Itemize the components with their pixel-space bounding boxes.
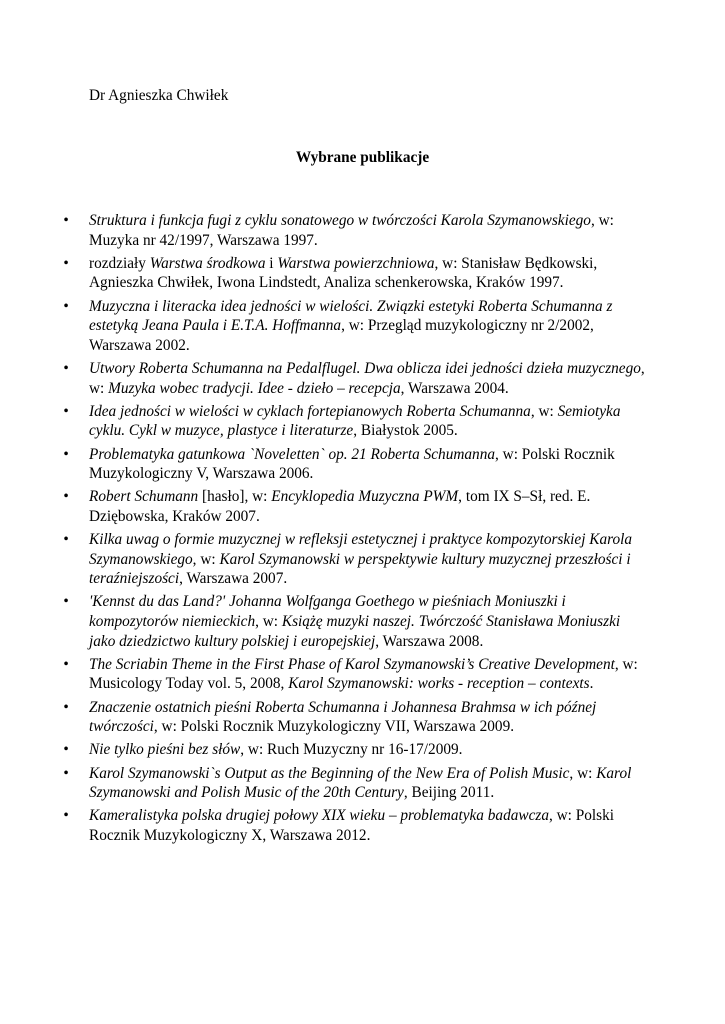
- publication-detail-text: , w: Muzyka nr 42/1997, Warszawa 1997.: [89, 212, 614, 249]
- publication-title-text: Semiotyka cyklu. Cykl w muzyce, plastyce i literaturze: [89, 402, 621, 440]
- list-item: [63, 445, 649, 484]
- bullet-icon: •: [63, 402, 69, 420]
- bullet-icon: •: [63, 593, 69, 611]
- publication-title-text: Warstwa powierzchniowa: [277, 254, 435, 272]
- publication-detail-text: , w:: [255, 613, 282, 631]
- publication-detail-text: , w: Musicology Today vol. 5, 2008,: [89, 655, 638, 693]
- page-title: Wybrane publikacje: [295, 149, 430, 166]
- publication-title-text: Utwory Roberta Schumanna na Pedalflugel. Dwa oblicza idei jedności dzieła muzycznego: [89, 359, 641, 377]
- publication-title-text: Książę muzyki naszej. Twórczość Stanisława Moniuszki jako dziedzictwo kultury polskiej i europejskiej: [89, 613, 621, 650]
- list-item: [63, 402, 649, 441]
- publication-detail-text: , w: Polski Rocznik Muzykologiczny VII, Warszawa 2009.: [153, 718, 515, 736]
- list-item: [63, 592, 649, 651]
- publication-title-text: 'Kennst du das Land?' Johanna Wolfganga Goethego w pieśniach Moniuszki i kompozytorów niemieckich: [89, 593, 566, 631]
- publication-detail-text: , w:: [569, 764, 597, 782]
- publication-title-text: Kilka uwag o formie muzycznej w refleksji estetycznej i praktyce kompozytorskiej Karola Szymanowskiego: [89, 531, 633, 568]
- bullet-icon: •: [63, 741, 69, 759]
- publication-title-text: Problematyka gatunkowa `Noveletten` op. 21 Roberta Schumanna: [89, 445, 495, 463]
- publication-detail-text: , Warszawa 2004.: [400, 379, 509, 397]
- list-item: [63, 806, 649, 845]
- publication-detail-text: i: [265, 254, 278, 272]
- publication-detail-text: , w: Polski Rocznik Muzykologiczny V, Warszawa 2006.: [89, 445, 615, 483]
- publication-list: [63, 211, 649, 849]
- list-item: [63, 359, 649, 398]
- publication-title-text: The Scriabin Theme in the First Phase of Karol Szymanowski’s Creative Development: [89, 655, 615, 673]
- publication-detail-text: , w: Przegląd muzykologiczny nr 2/2002, Warszawa 2002.: [89, 317, 594, 354]
- publication-detail-text: rozdziały: [89, 254, 150, 272]
- publication-title-text: Karol Szymanowski and Polish Music of the 20th Century: [89, 764, 632, 802]
- list-item: [63, 297, 649, 356]
- bullet-icon: •: [63, 488, 69, 506]
- publication-detail-text: [hasło], w:: [198, 488, 272, 506]
- publication-title-text: Robert Schumann: [89, 488, 199, 506]
- bullet-icon: •: [63, 764, 69, 782]
- list-item: [63, 698, 649, 737]
- bullet-icon: •: [63, 531, 69, 549]
- author-name: Dr Agnieszka Chwiłek: [89, 87, 229, 104]
- list-item: [63, 740, 649, 760]
- publication-detail-text: , w: Ruch Muzyczny nr 16-17/2009.: [240, 741, 463, 759]
- bullet-icon: •: [63, 445, 69, 463]
- publication-title-text: Struktura i funkcja fugi z cyklu sonatowego w twórczości Karola Szymanowskiego: [89, 212, 591, 229]
- bullet-icon: •: [63, 655, 69, 673]
- publication-title-text: Karol Szymanowski: works - reception – contexts: [288, 675, 590, 693]
- publication-detail-text: , w:: [192, 550, 220, 568]
- publication-detail-text: , Białystok 2005.: [353, 422, 458, 440]
- bullet-icon: •: [63, 212, 69, 229]
- list-item: [63, 530, 649, 589]
- publication-detail-text: , w:: [89, 359, 645, 397]
- bullet-icon: •: [63, 807, 69, 825]
- publication-title-text: Idea jedności w wielości w cyklach fortepianowych Roberta Schumanna: [89, 402, 531, 420]
- bullet-icon: •: [63, 254, 69, 272]
- publication-title-text: Karol Szymanowski w perspektywie kultury muzycznej przeszłości i teraźniejszości: [89, 550, 631, 588]
- publication-detail-text: , w: Polski Rocznik Muzykologiczny X, Warszawa 2012.: [89, 807, 614, 844]
- publication-detail-text: , Warszawa 2007.: [179, 570, 288, 588]
- bullet-icon: •: [63, 359, 69, 377]
- publication-detail-text: , tom IX S–Sł, red. E. Dziębowska, Kraków 2007.: [89, 488, 591, 525]
- publication-title-text: Warstwa środkowa: [149, 254, 266, 272]
- list-item: [63, 655, 649, 694]
- publication-detail-text: , w: Stanisław Będkowski, Agnieszka Chwiłek, Iwona Lindstedt, Analiza schenkerowska, Kraków 1997.: [89, 254, 598, 292]
- list-item: [63, 254, 649, 293]
- publication-title-text: Karol Szymanowski`s Output as the Beginning of the New Era of Polish Music: [89, 764, 570, 782]
- publication-detail-text: , Beijing 2011.: [403, 784, 495, 802]
- list-item: [63, 764, 649, 803]
- publication-title-text: Nie tylko pieśni bez słów: [89, 741, 241, 759]
- bullet-icon: •: [63, 698, 69, 716]
- publication-detail-text: , w:: [530, 402, 558, 420]
- publication-title-text: Muzyka wobec tradycji. Idee - dzieło – recepcja: [108, 379, 401, 397]
- publication-title-text: Muzyczna i literacka idea jedności w wielości. Związki estetyki Roberta Schumanna z estetyką Jeana Paula i E.T.A. Hoffmanna: [89, 297, 613, 335]
- publication-title-text: Znaczenie ostatnich pieśni Roberta Schumanna i Johannesa Brahmsa w ich późnej twórczości: [89, 698, 597, 736]
- publication-title-text: Encyklopedia Muzyczna PWM: [271, 488, 459, 506]
- list-item: [63, 487, 649, 526]
- publication-detail-text: , Warszawa 2008.: [375, 632, 484, 650]
- publication-title-text: Kameralistyka polska drugiej połowy XIX wieku – problematyka badawcza: [89, 807, 549, 825]
- list-item: [63, 211, 649, 250]
- bullet-icon: •: [63, 297, 69, 315]
- publication-detail-text: .: [589, 675, 594, 693]
